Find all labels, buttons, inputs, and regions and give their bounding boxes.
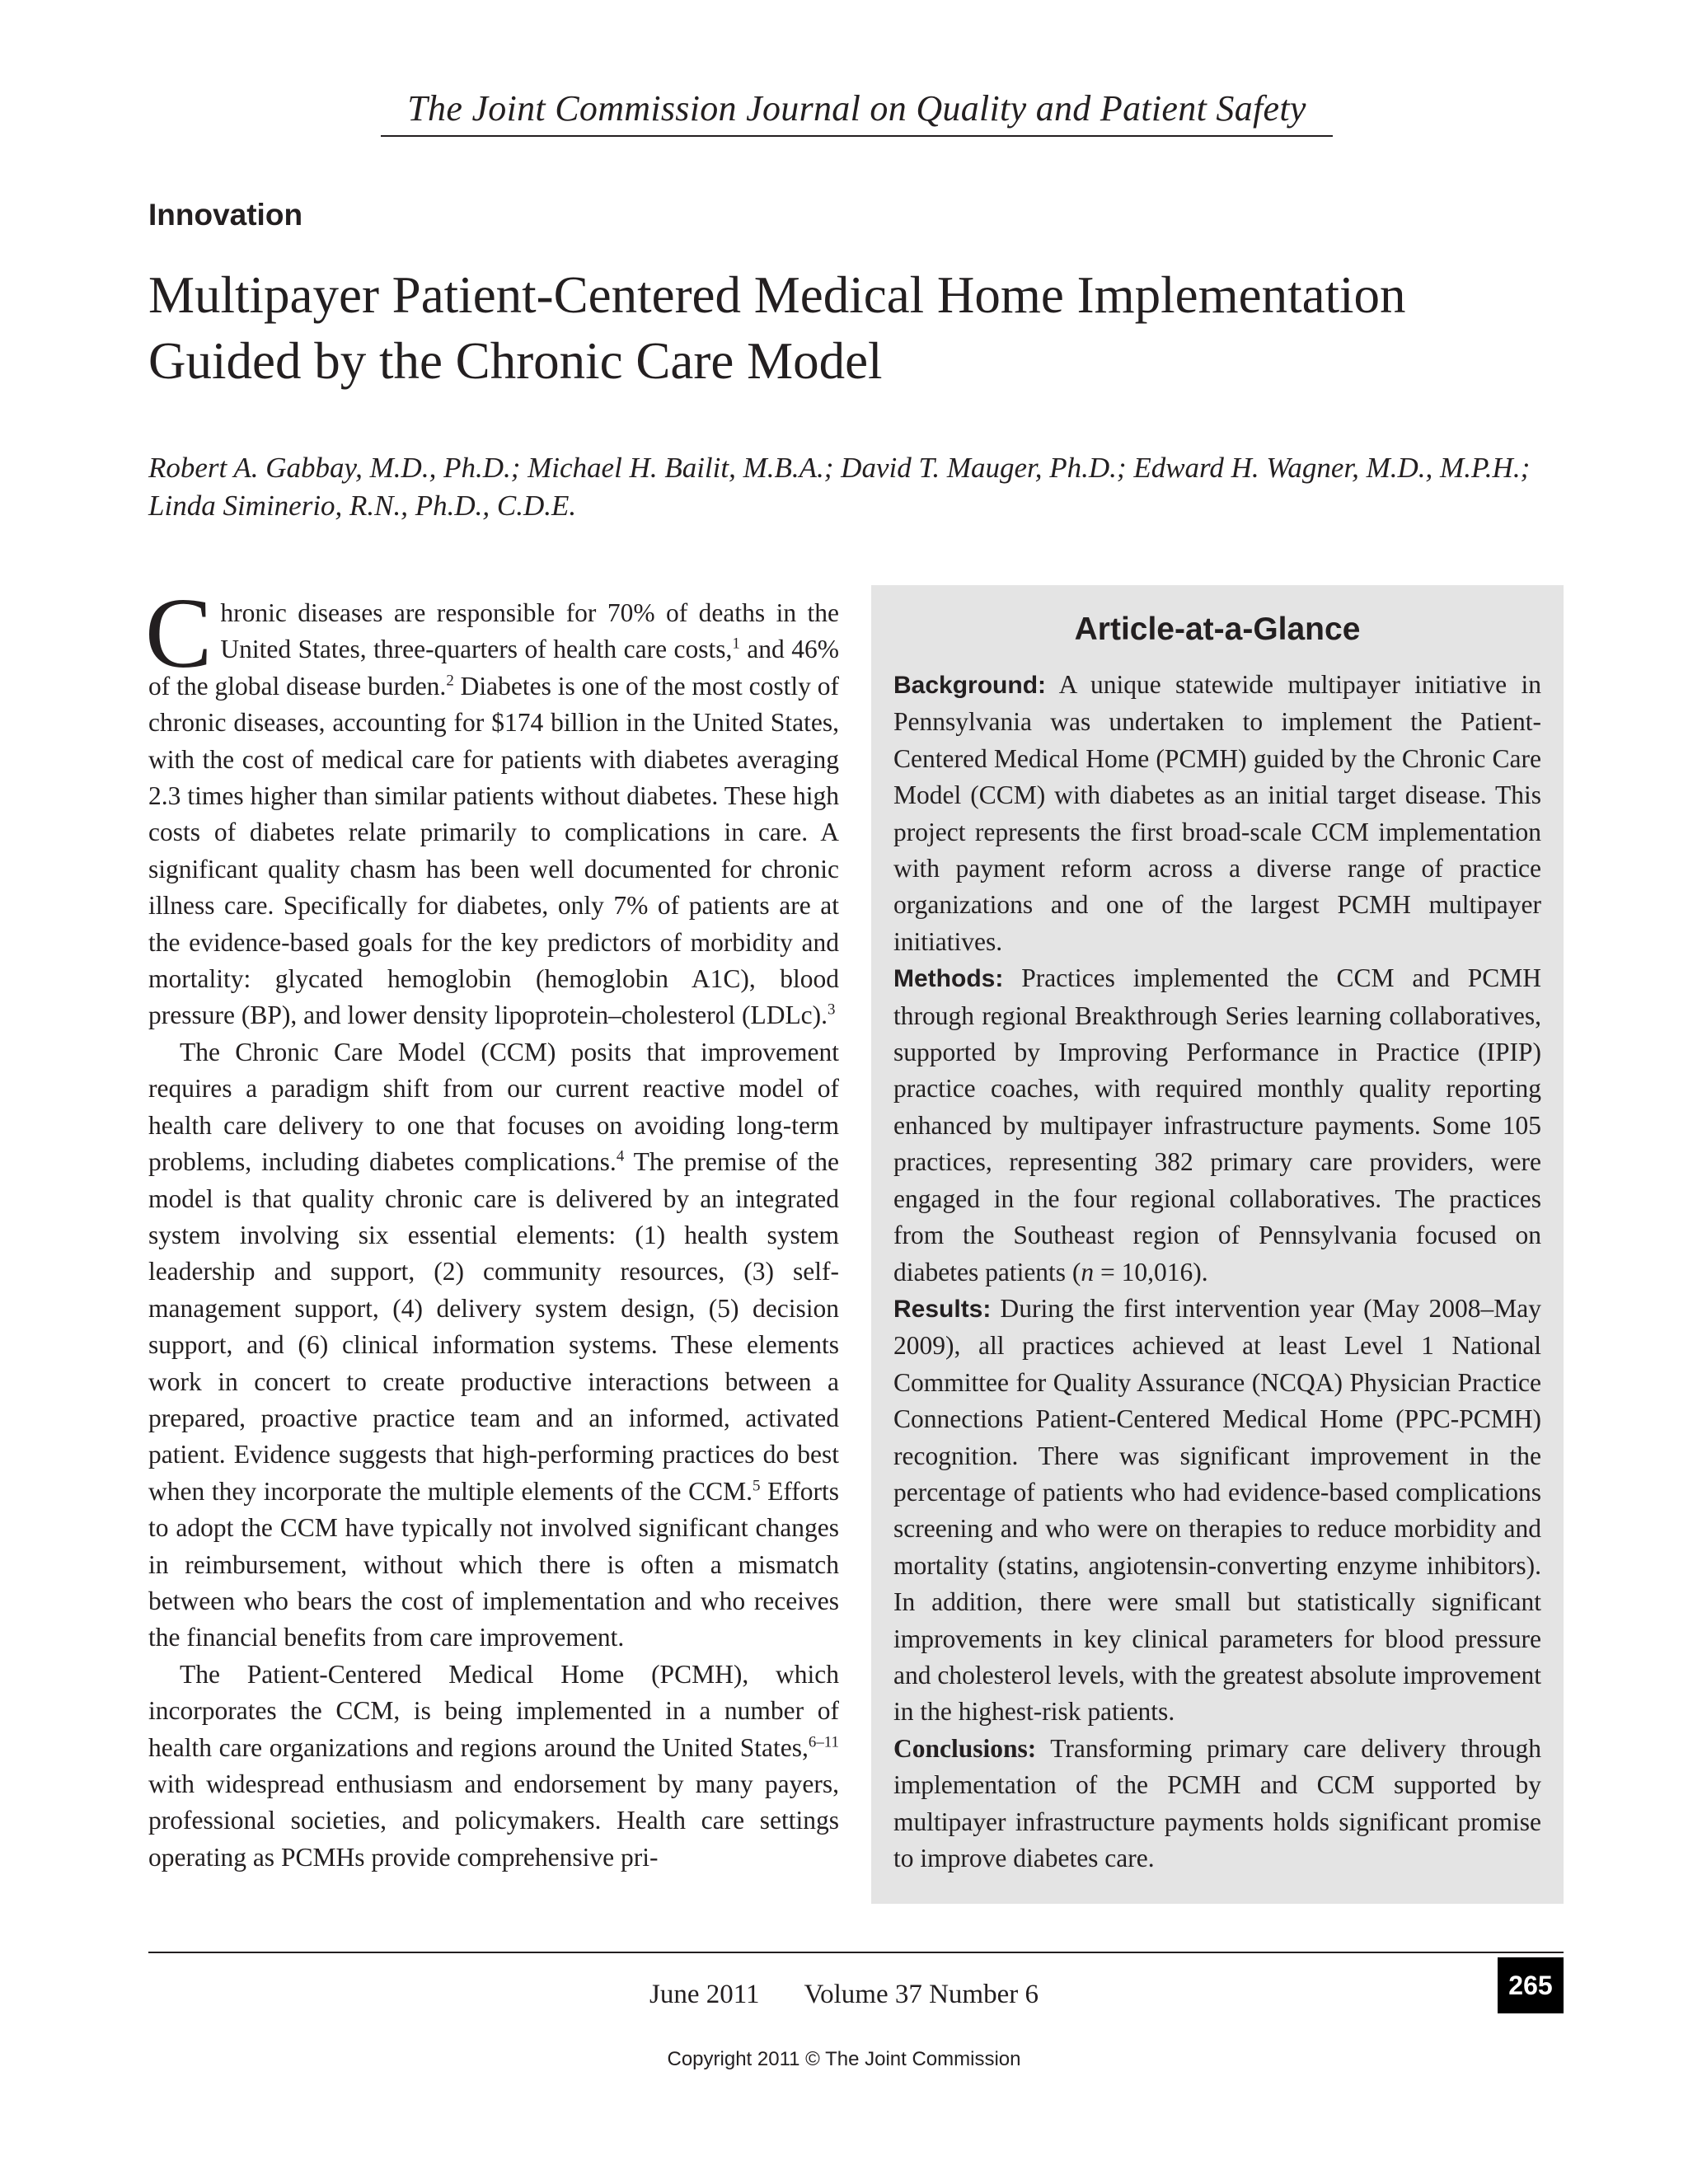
body-text: hronic diseases are responsible for 70% of deaths in the United States, three-quarters of health care costs, <box>220 598 839 664</box>
results-text: During the first intervention year (May 2008–May 2009), all practices achieved at least Level 1 National Committee for Quality Assurance (NCQA) Physician Practice Connections Patient-Centered Medical Home (PPC-PCMH) recognition. There was significant improvement in the percentage of patients who had evidence-based complications screening and who were on therapies to reduce morbidity and mortality (statins, angiotensin-converting enzyme inhibitors). In addition, there were small but statistically significant improvements in key clinical parameters for blood pressure and cholesterol levels, with the greatest absolute improvement in the highest-risk patients. <box>893 1293 1541 1727</box>
results-label: Results: <box>893 1295 992 1323</box>
issue-date: June 2011 <box>649 1980 760 2009</box>
body-text-column <box>145 578 840 1876</box>
footer-rule <box>148 1952 1564 1953</box>
methods-text: = 10,016). <box>1094 1257 1208 1286</box>
article-title: Multipayer Patient-Centered Medical Home Implementation Guided by the Chronic Care Model <box>148 266 1406 390</box>
reference-marker: 2 <box>446 672 454 690</box>
issue-info <box>0 1976 1688 2013</box>
methods-label: Methods: <box>893 965 1004 993</box>
body-paragraph-2 <box>148 1034 839 1657</box>
reference-marker: 6–11 <box>808 1733 839 1751</box>
body-text: and 46% of the global disease burden. <box>148 635 839 701</box>
reference-marker: 1 <box>732 635 740 653</box>
glance-conclusions <box>893 1731 1541 1877</box>
body-paragraph-3 <box>148 1657 839 1876</box>
glance-title: Article-at-a-Glance <box>1074 612 1361 647</box>
reference-marker: 5 <box>753 1477 761 1495</box>
section-label: Innovation <box>148 198 303 232</box>
copyright-notice: Copyright 2011 © The Joint Commission <box>667 2048 1021 2070</box>
background-label: Background: <box>893 672 1047 699</box>
reference-marker: 4 <box>616 1147 625 1165</box>
glance-methods <box>893 960 1541 1291</box>
journal-header: The Joint Commission Journal on Quality and Patient Safety <box>381 86 1333 137</box>
body-text: Diabetes is one of the most costly of chronic diseases, accounting for $174 billion in the United States, with the cost of medical care for patients with diabetes averaging 2.3 times higher than similar patients without diabetes. These high costs of diabetes relate primarily to complications in care. A significant quality chasm has been well documented for chronic illness care. Specifically for diabetes, only 7% of patients are at the evidence-based goals for the key predictors of morbidity and mortality: glycated hemoglobin (hemoglobin A1C), blood pressure (BP), and lower density lipoprotein–cholesterol (LDLc). <box>148 671 840 1030</box>
body-text: The Chronic Care Model (CCM) posits that improvement requires a paradigm shift from our current reactive model of health care delivery to one that focuses on avoiding long-term problems, including diabetes complications. <box>148 1037 839 1177</box>
article-at-a-glance-box <box>871 585 1564 1904</box>
conclusions-label: Conclusions: <box>893 1733 1037 1763</box>
body-text: with widespread enthusiasm and endorsement by many payers, professional societies, and policymakers. Health care settings operating as PCMHs provide comprehensive pri- <box>148 1769 839 1872</box>
methods-text: Practices implemented the CCM and PCMH through regional Breakthrough Series learning collaboratives, supported by Improving Performance in Practice (IPIP) practice coaches, with required monthly quality reporting enhanced by multipayer infrastructure payments. Some 105 practices, representing 382 primary care providers, were engaged in the four regional collaboratives. The practices from the Southeast region of Pennsylvania focused on diabetes patients ( <box>893 963 1541 1286</box>
reference-marker: 3 <box>828 1001 836 1019</box>
body-text: Efforts to adopt the CCM have typically not involved significant changes in reimbursement, without which there is often a mismatch between who bears the cost of implementation and who receives the financial benefits from care improvement. <box>148 1476 840 1652</box>
issue-volume: Volume 37 Number 6 <box>804 1980 1039 2009</box>
body-text: The premise of the model is that quality chronic care is delivered by an integrated system involving six essential elements: (1) health system leadership and support, (2) community resources, (3) self-management support, (4) delivery system design, (5) decision support, and (6) clinical information systems. These elements work in concert to create productive interactions between a prepared, proactive practice team and an informed, activated patient. Evidence suggests that high-performing practices do best when they incorporate the multiple elements of the CCM. <box>148 1147 839 1506</box>
page-number: 265 <box>1498 1957 1564 2013</box>
drop-cap: C <box>145 578 213 689</box>
author-list: Robert A. Gabbay, M.D., Ph.D.; Michael H. Bailit, M.B.A.; David T. Mauger, Ph.D.; Edward H. Wagner, M.D., M.P.H.; Linda Siminerio, R.N., Ph.D., C.D.E. <box>148 452 1531 522</box>
background-text: A unique statewide multipayer initiative in Pennsylvania was undertaken to implement the Patient-Centered Medical Home (PCMH) guided by the Chronic Care Model (CCM) with diabetes as an initial target disease. This project represents the first broad-scale CCM implementation with payment reform across a diverse range of practice organizations and one of the largest PCMH multipayer initiatives. <box>893 670 1541 956</box>
glance-background <box>893 667 1541 960</box>
body-paragraph-1 <box>145 578 840 1034</box>
methods-n-variable: n <box>1081 1257 1095 1286</box>
conclusions-text: Transforming primary care delivery through implementation of the PCMH and CCM supported by multipayer infrastructure payments holds significant promise to improve diabetes care. <box>893 1733 1541 1872</box>
body-text: The Patient-Centered Medical Home (PCMH), which incorporates the CCM, is being implemented in a number of health care organizations and regions around the United States, <box>148 1659 839 1762</box>
glance-results <box>893 1291 1541 1731</box>
